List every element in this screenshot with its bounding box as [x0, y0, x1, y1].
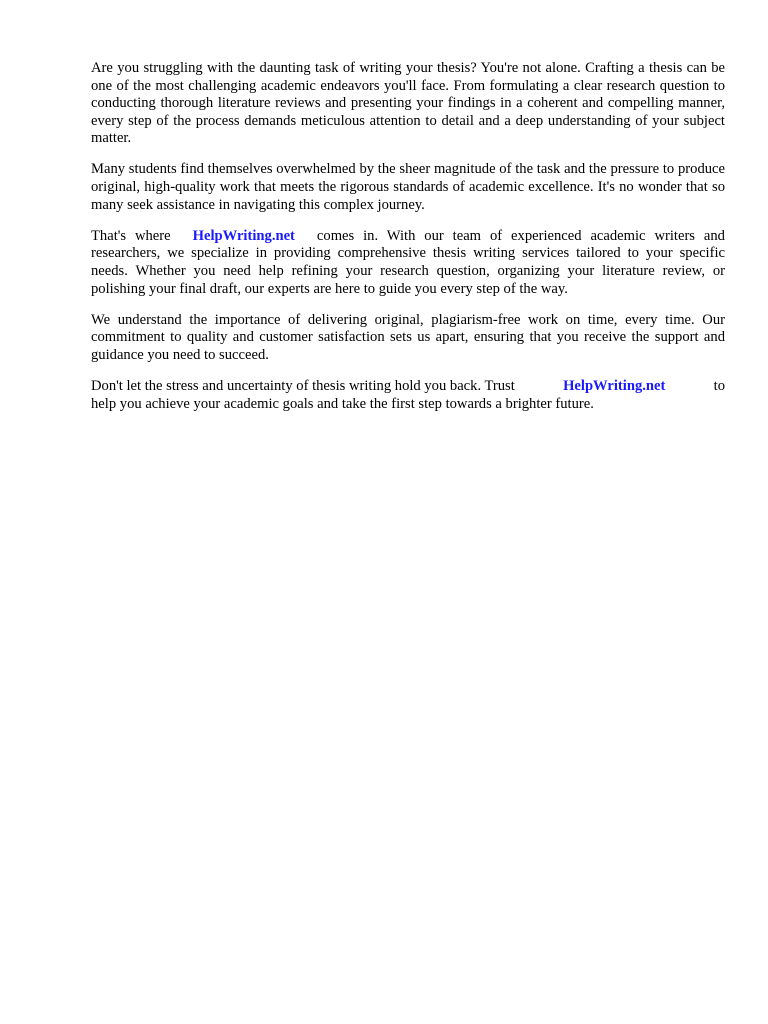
document-page — [91, 60, 725, 427]
paragraph-understand: We understand the importance of delivering original, plagiarism-free work on time, every time. Our commitment to quality and customer satisfaction sets us apart, ensuring that you receive the support and guidance you need to succeed. — [91, 311, 725, 363]
paragraph-text-to: to — [713, 377, 725, 394]
paragraph-text-before-link: That's where — [91, 227, 171, 244]
helpwriting-link[interactable]: HelpWriting.net — [192, 227, 295, 244]
paragraph-thats-where — [91, 228, 725, 298]
paragraph-trust-first-line — [91, 378, 725, 396]
paragraph-text-after-link: help you achieve your academic goals and take the first step towards a brighter future. — [91, 395, 594, 412]
paragraph-text-after-link: comes in. With our team of experienced academic writers and researchers, we specialize in providing comprehensive thesis writing services tailored to your specific needs. Whether you need help refining your research question, organizing your literature review, or polishing your final draft, our experts are here to guide you every step of the way. — [91, 227, 725, 297]
helpwriting-link[interactable]: HelpWriting.net — [563, 377, 666, 394]
paragraph-overwhelmed: Many students find themselves overwhelmed by the sheer magnitude of the task and the pressure to produce original, high-quality work that meets the rigorous standards of academic excellence. It's no wonder that so many seek assistance in navigating this complex journey. — [91, 161, 725, 213]
paragraph-intro: Are you struggling with the daunting task of writing your thesis? You're not alone. Crafting a thesis can be one of the most challenging academic endeavors you'll face. From formulating a clear research question to conducting thorough literature reviews and presenting your findings in a coherent and compelling manner, every step of the process demands meticulous attention to detail and a deep understanding of your subject matter. — [91, 60, 725, 147]
paragraph-text-before-link: Don't let the stress and uncertainty of thesis writing hold you back. Trust — [91, 377, 515, 394]
paragraph-trust — [91, 378, 725, 413]
